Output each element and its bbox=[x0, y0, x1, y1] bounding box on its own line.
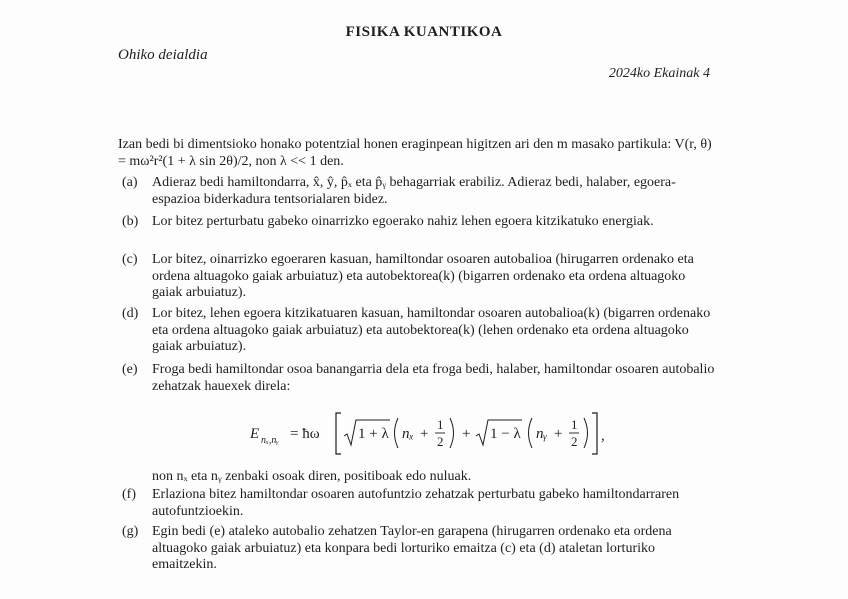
half-numerator-1: 1 bbox=[437, 417, 444, 432]
question-label: (e) bbox=[122, 362, 138, 377]
question-label: (g) bbox=[122, 524, 139, 539]
question-text: Egin bedi (e) ataleko autobalio zehatzen Taylor-en garapena (hirugarren ordenako eta ordena altuagoko gaiak arbuiatuz) eta konpara bedi lorturiko emaitza (c) eta (d) ataletan lorturiko emaitzekin. bbox=[152, 524, 672, 572]
formula-continuation: non nₓ eta nᵧ zenbaki osoak diren, positiboak edo nuluak. bbox=[152, 469, 472, 484]
exam-date: 2024ko Ekainak 4 bbox=[608, 66, 710, 81]
half-numerator-2: 1 bbox=[571, 417, 578, 432]
left-paren-2 bbox=[529, 418, 533, 448]
question-e bbox=[122, 362, 717, 395]
half-denominator-1: 2 bbox=[437, 434, 444, 449]
question-text: Adieraz bedi hamiltondarra, x̂, ŷ, p̂ₓ eta p̂ᵧ behagarriak erabiliz. Adieraz bedi, halaber, egoera-espazioa biderkadura tentsorialaren bidez. bbox=[152, 175, 676, 207]
question-text: Lor bitez, oinarrizko egoeraren kasuan, hamiltondar osoaren autobalioa (hirugarren ordenako eta ordena altuagoko gaiak arbuiatuz) eta autobektorea(k) (bigarren ordenako eta ordena altuagoko gaiak arbuiatuz). bbox=[152, 252, 694, 300]
question-c bbox=[122, 252, 717, 302]
exam-title: FISIKA KUANTIKOA bbox=[345, 24, 503, 40]
formula-plus-1: + bbox=[420, 426, 429, 442]
right-bracket bbox=[592, 413, 597, 454]
root-1-content: 1 + λ bbox=[358, 426, 389, 442]
eigenvalue-formula bbox=[250, 408, 620, 458]
question-text: Lor bitez perturbatu gabeko oinarrizko egoerako nahiz lehen egoera kitzikatuko energiak. bbox=[152, 214, 654, 229]
problem-statement: Izan bedi bi dimentsioko honako potentzial honen eraginpean higitzen ari den m masako partikula: V(r, θ) = mω²r²(1 + λ sin 2θ)/2, non λ << 1 den. bbox=[118, 137, 712, 169]
question-text: Erlaziona bitez hamiltondar osoaren autofuntzio zehatzak perturbatu gabeko hamiltondarraren autofuntzioekin. bbox=[152, 487, 680, 519]
left-bracket bbox=[336, 413, 341, 454]
formula-trailing-comma: , bbox=[601, 428, 605, 444]
formula-plus-2: + bbox=[462, 426, 471, 442]
right-paren-2 bbox=[584, 418, 588, 448]
formula-prefactor: = ħω bbox=[290, 426, 320, 442]
question-d bbox=[122, 306, 717, 356]
formula-ny: nᵧ bbox=[536, 426, 547, 442]
question-b bbox=[122, 214, 717, 231]
question-f bbox=[122, 487, 717, 520]
question-text: Lor bitez, lehen egoera kitzikatuaren kasuan, hamiltondar osoaren autobalioa(k) (bigarren ordenako eta ordena altuagoko gaiak arbuiatuz) eta autobektorea(k) (lehen ordenako eta ordena altuagoko gaiak arbuiatuz). bbox=[152, 306, 711, 354]
formula-nx: nₓ bbox=[402, 426, 414, 442]
question-label: (f) bbox=[122, 487, 136, 502]
question-label: (a) bbox=[122, 175, 138, 190]
formula-subscript: nₓ,nᵧ bbox=[261, 435, 279, 446]
question-g bbox=[122, 524, 717, 574]
right-paren-1 bbox=[450, 418, 454, 448]
question-text: Froga bedi hamiltondar osoa banangarria dela eta froga bedi, halaber, hamiltondar osoaren autobalio zehatzak hauexek direla: bbox=[152, 362, 715, 394]
exam-session: Ohiko deialdia bbox=[118, 47, 208, 63]
question-label: (c) bbox=[122, 252, 138, 267]
question-label: (b) bbox=[122, 214, 139, 229]
root-2-content: 1 − λ bbox=[490, 426, 521, 442]
question-label: (d) bbox=[122, 306, 139, 321]
question-a bbox=[122, 175, 717, 208]
left-paren-1 bbox=[395, 418, 399, 448]
formula-lhs: E bbox=[250, 426, 260, 442]
formula-plus-3: + bbox=[554, 426, 563, 442]
half-denominator-2: 2 bbox=[571, 434, 578, 449]
